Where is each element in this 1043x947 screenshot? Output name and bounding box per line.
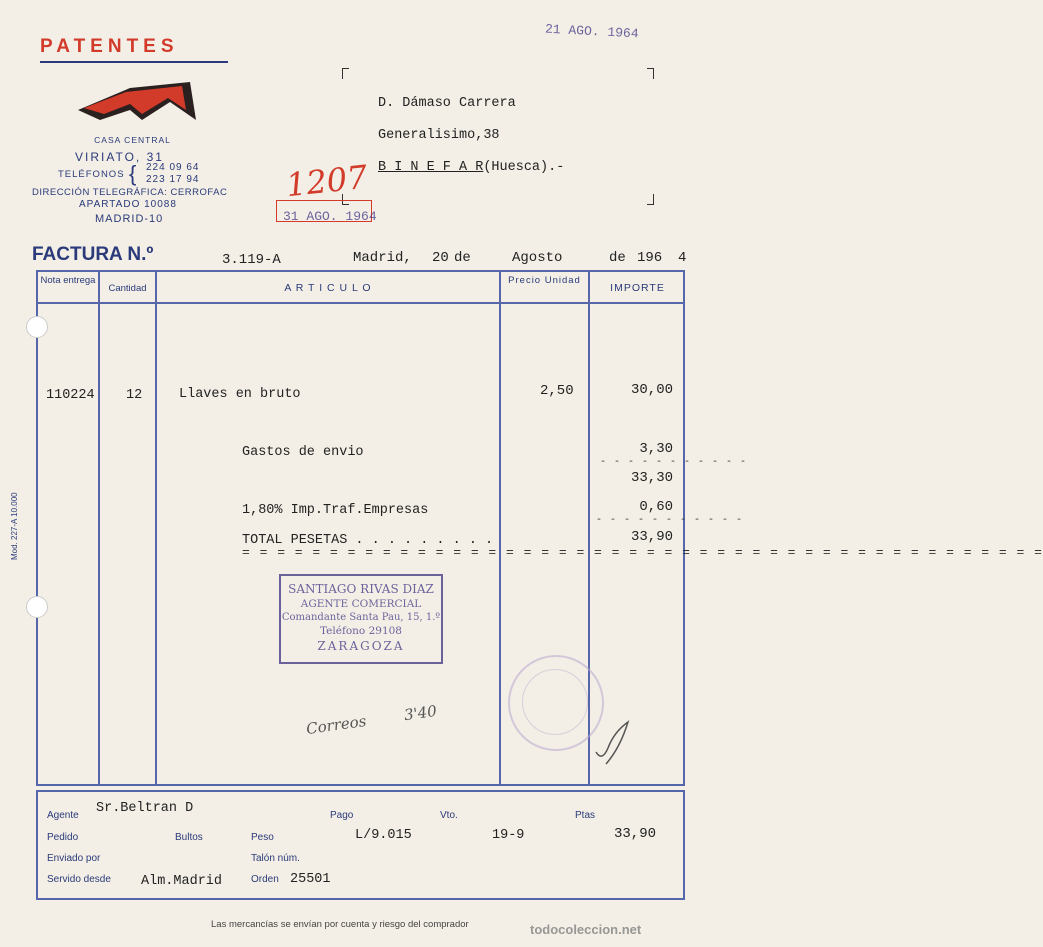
handwritten-check-mark <box>592 718 642 768</box>
servido-value: Alm.Madrid <box>141 874 223 889</box>
header-cantidad: Cantidad <box>108 283 147 294</box>
item-articulo: Llaves en bruto <box>179 387 301 402</box>
phone-1: 224 09 64 <box>146 162 200 173</box>
item-precio: 2,50 <box>540 383 574 399</box>
col-divider-2 <box>155 270 157 786</box>
round-seal-inner <box>522 669 588 735</box>
invoice-number: 3.119-A <box>222 252 281 268</box>
recipient-city-name: B I N E F A R <box>378 160 484 175</box>
company-logo <box>70 80 200 126</box>
bottom-note: Las mercancías se envían por cuenta y riesgo del comprador <box>211 919 469 930</box>
handwritten-number: 1207 <box>284 157 370 205</box>
total-rule: - - - - - - - - - - - <box>596 515 744 526</box>
bultos-label: Bultos <box>175 832 203 843</box>
item-cantidad: 12 <box>126 388 143 403</box>
imp-value: 0,60 <box>639 499 673 515</box>
binder-hole-bottom <box>26 596 48 618</box>
agente-value: Sr.Beltran D <box>96 801 194 816</box>
invoice-city: Madrid, <box>353 250 412 266</box>
enviado-label: Enviado por <box>47 853 101 864</box>
col-divider-3 <box>499 270 501 786</box>
total-label: TOTAL PESETAS . . . . . . . . . <box>242 533 494 548</box>
handwritten-amount: 3'40 <box>402 701 438 725</box>
received-stamp: 31 AGO. 1964 <box>283 209 377 224</box>
agente-label: Agente <box>47 810 79 821</box>
orden-label: Orden <box>251 874 279 885</box>
invoice-de-1: de <box>454 250 471 266</box>
agent-stamp <box>279 574 443 664</box>
subtotal-value: 33,30 <box>630 470 673 486</box>
agent-stamp-name: SANTIAGO RIVAS DIAZ <box>288 582 434 596</box>
recipient-city <box>378 160 564 175</box>
talon-label: Talón núm. <box>251 853 300 864</box>
agent-stamp-role: AGENTE COMERCIAL <box>300 598 422 610</box>
vto-label: Vto. <box>440 810 458 821</box>
agent-stamp-address: Comandante Santa Pau, 15, 1.º <box>281 612 441 623</box>
apartado: APARTADO 10088 <box>79 199 177 210</box>
gastos-label: Gastos de envio <box>242 445 364 460</box>
invoice-month: Agosto <box>512 250 563 266</box>
invoice-day: 20 <box>432 250 449 266</box>
form-code: Mod. 227-A 10.000 <box>10 492 19 560</box>
casa-central: CASA CENTRAL <box>94 135 171 145</box>
invoice-year-prefix: 196 <box>637 250 663 266</box>
invoice-de-2: de <box>609 250 626 266</box>
pago-value: L/9.015 <box>355 828 412 843</box>
agent-stamp-phone: Teléfono 29108 <box>319 625 402 637</box>
recipient-street: Generalisimo,38 <box>378 128 500 143</box>
orden-value: 25501 <box>290 872 331 887</box>
total-value: 33,90 <box>630 529 673 545</box>
total-double-rule: = = = = = = = = = = = = = = = = = = = = = = = = = = = = = = = = = = = = = = = = = = = = = = <box>242 545 1043 560</box>
header-importe: IMPORTE <box>610 282 665 294</box>
address-corner-br <box>647 194 654 205</box>
header-articulo: A R T I C U L O <box>284 282 372 294</box>
address-corner-tl <box>342 68 349 79</box>
phone-2: 223 17 94 <box>146 174 200 185</box>
recipient-name: D. Dámaso Carrera <box>378 96 516 111</box>
gastos-value: 3,30 <box>639 441 673 457</box>
phones-label: TELÉFONOS <box>58 169 125 180</box>
invoice-title: FACTURA N.º <box>32 244 154 265</box>
invoice-year-digit: 4 <box>678 250 687 266</box>
telegraph-address: DIRECCIÓN TELEGRÁFICA: CERROFAC <box>32 187 228 198</box>
company-city: MADRID-10 <box>95 213 164 225</box>
date-stamp-top: 21 AGO. 1964 <box>544 21 639 42</box>
title-underline <box>40 61 228 63</box>
ptas-value: 33,90 <box>614 826 657 842</box>
recipient-city-rest: (Huesca).- <box>483 160 565 175</box>
binder-hole-top <box>26 316 48 338</box>
header-precio: Precio Unidad <box>508 275 581 286</box>
pedido-label: Pedido <box>47 832 79 843</box>
servido-label: Servido desde <box>47 874 111 885</box>
col-divider-1 <box>98 270 100 786</box>
peso-label: Peso <box>251 832 274 843</box>
agent-stamp-city: ZARAGOZA <box>317 639 405 653</box>
header-nota: Nota entrega <box>40 275 96 286</box>
phones-brace: { <box>129 161 137 186</box>
handwritten-correos: Correos <box>305 711 368 739</box>
company-title: PATENTES <box>40 36 179 57</box>
item-importe: 30,00 <box>630 382 673 398</box>
imp-label: 1,80% Imp.Traf.Empresas <box>242 503 429 518</box>
pago-label: Pago <box>330 810 354 821</box>
company-street: VIRIATO, 31 <box>75 150 164 164</box>
address-corner-tr <box>647 68 654 79</box>
vto-value: 19-9 <box>492 828 525 843</box>
watermark: todocoleccion.net <box>530 922 642 937</box>
ptas-label: Ptas <box>575 810 596 821</box>
item-nota: 110224 <box>46 388 95 403</box>
subtotal-rule: - - - - - - - - - - - <box>600 457 748 468</box>
